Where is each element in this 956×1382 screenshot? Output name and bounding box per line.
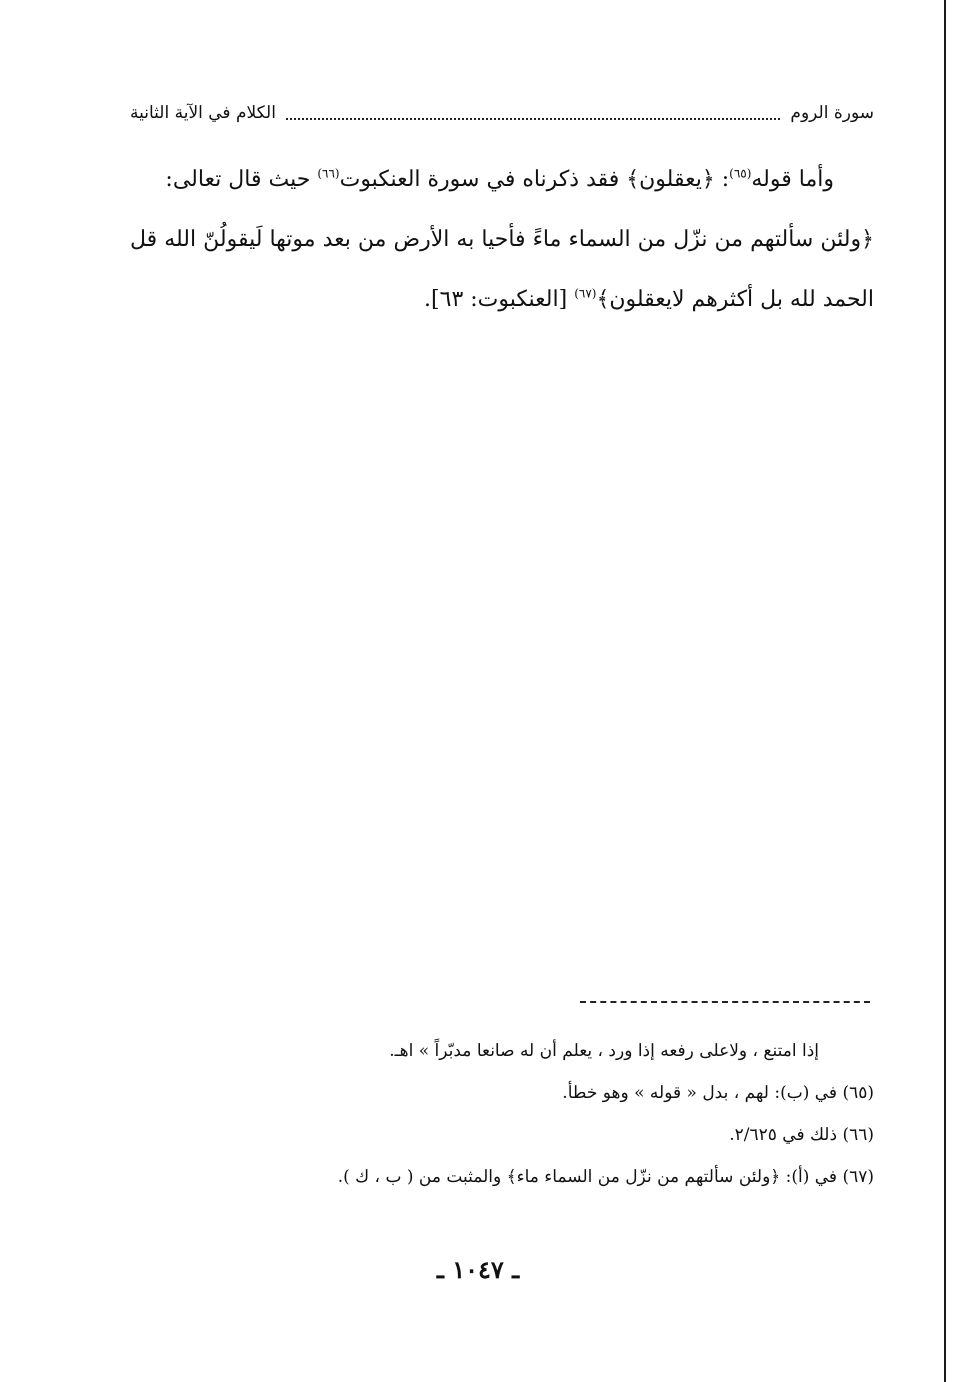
footnote-65: (٦٥) في (ب): لهم ، بدل « قوله » وهو خطأ. [562, 1083, 874, 1103]
page-binding-edge [944, 0, 946, 1382]
paragraph-2 [130, 210, 874, 330]
header-dot-leader [286, 117, 781, 120]
page-number: ـ ١٠٤٧ ـ [436, 1255, 520, 1284]
header-surah-title: سورة الروم [790, 103, 874, 123]
running-header [130, 96, 874, 130]
footnote-ref-65: (٦٥) [729, 166, 752, 181]
paragraph-1-part-b: : ﴿يعقلون﴾ فقد ذكرناه في سورة العنكبوت [339, 167, 730, 192]
footnotes [250, 1030, 874, 1198]
paragraph-1 [130, 150, 874, 210]
footnote-66: (٦٦) ذلك في ٢/٦٢٥. [729, 1125, 874, 1145]
verse-citation: [العنكبوت: ٦٣]. [424, 287, 575, 312]
footnote-separator [580, 1001, 870, 1003]
footnote-ref-67: (٦٧) [574, 286, 597, 301]
paragraph-1-part-c: حيث قال تعالى: [165, 167, 318, 192]
footnote-67: (٦٧) في (أ): ﴿ولئن سألتهم من نزّل من السماء ماء﴾ والمثبت من ( ب ، ك ). [337, 1167, 874, 1187]
footnote-continuation: إذا امتنع ، ولاعلى رفعه إذا ورد ، يعلم أن له صانعا مدبّراً » اهـ. [389, 1041, 819, 1061]
footnote-ref-66: (٦٦) [317, 166, 340, 181]
quran-quote: ﴿ولئن سألتهم من نزّل من السماء ماءً فأحيا به الأرض من بعد موتها لَيقولُنّ الله قل الحمد لله بل أكثرهم لايعقلون﴾ [130, 227, 875, 312]
main-text [130, 150, 874, 330]
header-section-title: الكلام في الآية الثانية [130, 103, 276, 123]
paragraph-1-part-a: وأما قوله [751, 167, 834, 192]
